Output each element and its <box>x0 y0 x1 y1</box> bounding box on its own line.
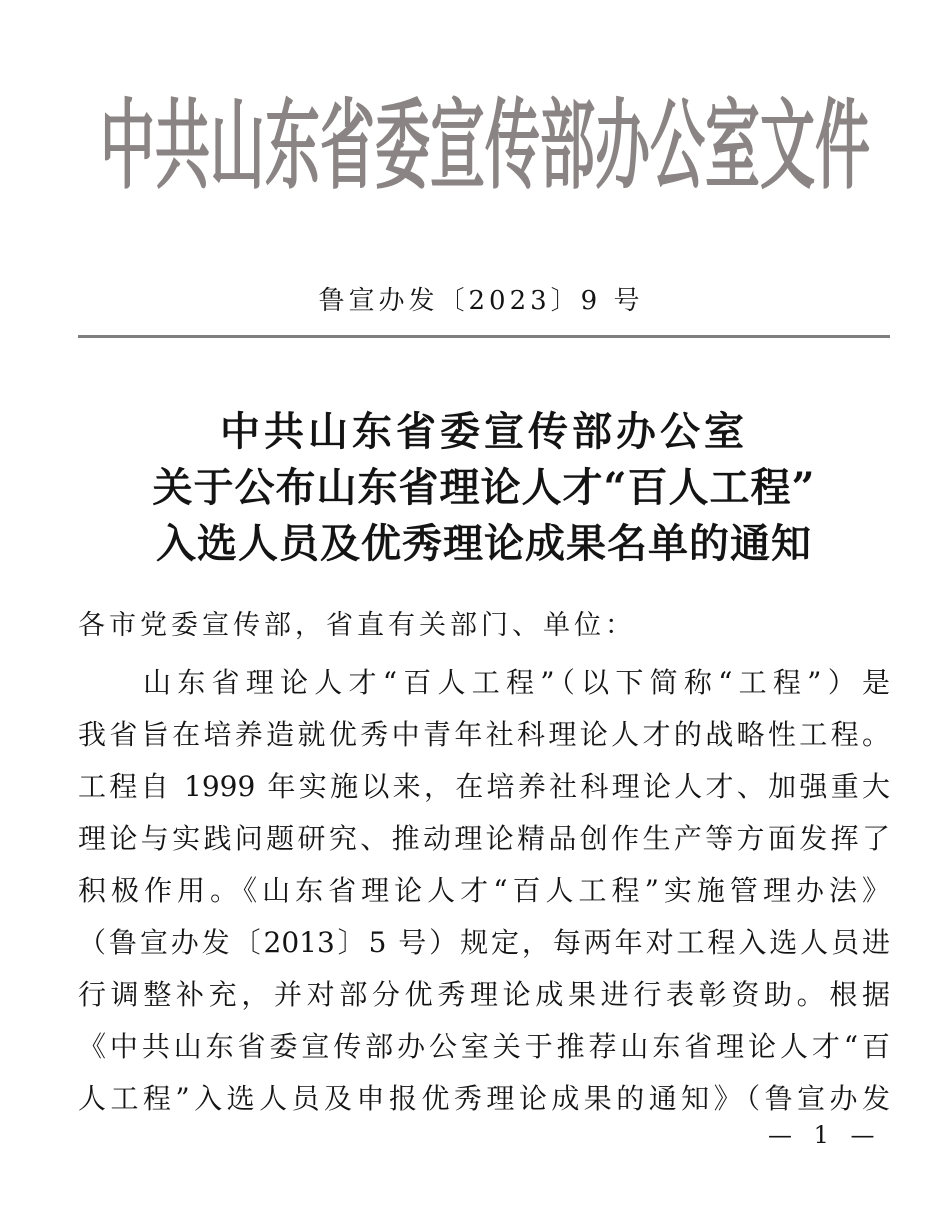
document-number: 鲁宣办发〔2023〕9 号 <box>318 286 644 316</box>
notice-title-line: 入选人员及优秀理论成果名单的通知 <box>156 520 812 567</box>
notice-title <box>78 404 890 572</box>
body-line: （鲁宣办发〔2013〕5 号）规定，每两年对工程入选人员进 <box>78 926 890 959</box>
body-line: 行调整补充，并对部分优秀理论成果进行表彰资助。根据 <box>78 978 890 1011</box>
red-header <box>26 87 944 203</box>
page-number: — 1 — <box>768 1121 875 1149</box>
body-line: 工程自 1999 年实施以来，在培养社科理论人才、加强重大 <box>78 770 890 803</box>
notice-title-line: 中共山东省委宣传部办公室 <box>220 408 748 455</box>
body-paragraph <box>78 657 890 1125</box>
body-line: 积极作用。《山东省理论人才“百人工程”实施管理办法》 <box>78 874 890 907</box>
body-line: 人工程”入选人员及申报优秀理论成果的通知》（鲁宣办发 <box>78 1082 890 1115</box>
notice-title-line: 关于公布山东省理论人才“百人工程” <box>152 464 816 511</box>
header-divider-rule <box>78 335 890 338</box>
body-line: 理论与实践问题研究、推动理论精品创作生产等方面发挥了 <box>78 822 890 855</box>
red-header-title: 中共山东省委宣传部办公室文件 <box>99 87 870 203</box>
body-line: 山东省理论人才“百人工程”（以下简称“工程”）是 <box>143 666 890 699</box>
salutation: 各市党委宣传部，省直有关部门、单位： <box>78 610 636 641</box>
body-line: 《中共山东省委宣传部办公室关于推荐山东省理论人才“百 <box>78 1030 890 1063</box>
body-line: 我省旨在培养造就优秀中青年社科理论人才的战略性工程。 <box>78 718 890 751</box>
